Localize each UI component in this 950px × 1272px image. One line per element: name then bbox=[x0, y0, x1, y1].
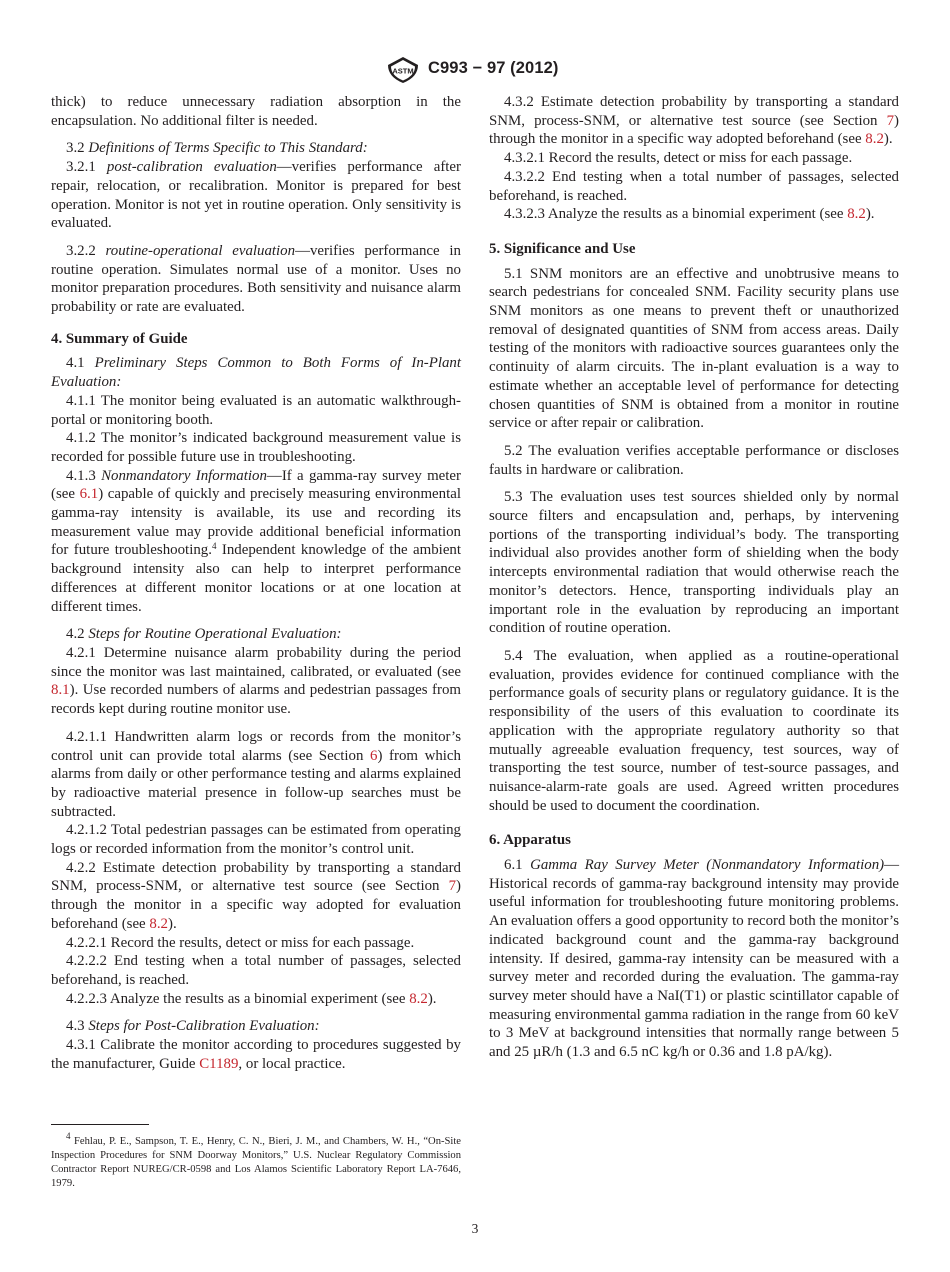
reference-link[interactable]: 8.2 bbox=[409, 990, 428, 1007]
section-3-2: 3.2 Definitions of Terms Specific to This Standard: bbox=[66, 140, 368, 157]
reference-link[interactable]: 8.1 bbox=[51, 682, 70, 699]
section-heading-5: 5. Significance and Use bbox=[489, 240, 636, 257]
footnote: $^4$ Fehlau, P. E., Sampson, T. E., Henry, C. N., Bieri, J. M., and Chambers, W. H., “On-Site Inspection Procedures for SNM Doorway Monitors,” U.S. Nuclear Regulatory Commission Contractor Report NUREG/CR-0598 and Los Alamos Scientific Laboratory Report LA-7646, 1979. bbox=[51, 1131, 461, 1189]
paragraph-5-4: 5.4 The evaluation, when applied as a routine-operational evaluation, provides evidence for continued compliance with the performance goals of security plans or regulatory guidance. It is the responsibility of the users of this evaluation to coordinate its application with the appropriate regulatory authority so that mutually agreeable evaluation frequency, test sources, way of transporting the test source, number of test-source passages, and nuisance-alarm-rate goals are used. Agreed written procedures should be used to document the coordination. bbox=[489, 647, 899, 814]
reference-link[interactable]: 7 bbox=[886, 112, 895, 129]
reference-link[interactable]: 6.1 bbox=[79, 486, 99, 503]
paragraph-4-2-2: 4.2.2 Estimate detection probability by transporting a standard SNM, process-SNM, or alternative test source (see Section 7) through the monitor in a specific way adopted for evaluation beforehand (see 8.2). bbox=[51, 859, 461, 932]
left-column bbox=[51, 93, 461, 1073]
reference-link[interactable]: 7 bbox=[448, 878, 457, 895]
section-4-3: 4.3 Steps for Post-Calibration Evaluation: bbox=[66, 1018, 320, 1035]
right-column bbox=[489, 93, 899, 1062]
footnote-divider bbox=[51, 1124, 149, 1125]
reference-link[interactable]: 8.2 bbox=[149, 915, 169, 932]
paragraph-6-1: 6.1 Gamma Ray Survey Meter (Nonmandatory Information)—Historical records of gamma-ray background intensity may provide useful information for troubleshooting future monitoring problems. An evaluation offers a good opportunity to record both the monitor’s indicated background count and the gamma-ray background intensity. If desired, gamma-ray intensity can be measured with a survey meter and recorded during the evaluation. The gamma-ray survey meter should have a NaI(T1) or plastic scintillator capable of measuring environmental gamma radiation in the range from 60 keV to 3 MeV at background intensities that normally range between 5 and 25 µR/h (1.3 and 6.5 nC kg/h or 0.36 and 1.8 pA/kg). bbox=[489, 857, 899, 1061]
footnote-marker: 4 bbox=[211, 541, 217, 552]
section-heading-6: 6. Apparatus bbox=[489, 832, 571, 849]
paragraph-4-2-2-1: 4.2.2.1 Record the results, detect or miss for each passage. bbox=[66, 934, 415, 951]
reference-link[interactable]: 6 bbox=[370, 747, 378, 764]
paragraph-4-2-1-1: 4.2.1.1 Handwritten alarm logs or records from the monitor’s control unit can provide total alarms (see Section 6) from which alarms from daily or other performance testing and alarms explained by radioactive material presence in follow-up searches must be subtracted. bbox=[51, 728, 461, 820]
definition-3-2-1: 3.2.1 post-calibration evaluation—verifies performance after repair, relocation, or recalibration. Monitor is prepared for best operation. Monitor is not yet in routine operation. Only sensitivity is evaluated. bbox=[51, 159, 461, 232]
paragraph-4-1-2: 4.1.2 The monitor’s indicated background measurement value is recorded for possible future use in troubleshooting. bbox=[51, 430, 461, 465]
reference-link[interactable]: 8.2 bbox=[847, 206, 866, 223]
paragraph-4-3-2: 4.3.2 Estimate detection probability by transporting a standard SNM, process-SNM, or alternative test source (see Section 7) through the monitor in a specific way adopted beforehand (see 8.2). bbox=[489, 94, 899, 148]
definition-3-2-2: 3.2.2 routine-operational evaluation—verifies performance in routine operation. Simulates normal use of a monitor. Uses no monitor preparation procedures. Both sensitivity and nuisance alarm probability or rate are evaluated. bbox=[51, 242, 461, 316]
paragraph-4-2-1-2: 4.2.1.2 Total pedestrian passages can be estimated from operating logs or recorded information from the monitor’s control unit. bbox=[51, 822, 461, 858]
section-4-1: 4.1 Preliminary Steps Common to Both Forms of In-Plant Evaluation: bbox=[51, 355, 461, 391]
paragraph-4-1-1: 4.1.1 The monitor being evaluated is an automatic walkthrough-portal or monitoring booth. bbox=[51, 392, 461, 428]
page-number: 3 bbox=[471, 1221, 479, 1236]
page-header bbox=[0, 56, 950, 84]
paragraph-5-3: 5.3 The evaluation uses test sources shielded only by normal source filters and encapsulation and, perhaps, by intervening portions of the transporting individual’s body. The transporting individual also provides another form of shielding when the body intercepts environmental radiation that would otherwise reach the monitor’s detectors. Hence, transporting individuals play an important role in the evaluation by reproducing an important condition of routine operation. bbox=[489, 489, 899, 637]
paragraph-5-1: 5.1 SNM monitors are an effective and unobtrusive means to search pedestrians for concealed SNM. Facility security plans use SNM monitors as one means to prevent theft or unauthorized removal of designated quantities of SNM from access areas. Daily testing of the monitors with radioactive sources guarantees only the continuity of alarm circuits. The in-plant evaluation is a way to estimate whether an acceptable level of performance for detecting chosen quantities of SNM is obtained from a monitor in routine service or after repair or calibration. bbox=[489, 265, 899, 432]
paragraph-4-3-2-3: 4.3.2.3 Analyze the results as a binomial experiment (see 8.2). bbox=[504, 206, 875, 223]
paragraph-4-2-1: 4.2.1 Determine nuisance alarm probability during the period since the monitor was last maintained, calibrated, or evaluated (see 8.1). Use recorded numbers of alarms and pedestrian passages from records kept during routine monitor use. bbox=[51, 644, 461, 718]
paragraph-4-3-1: 4.3.1 Calibrate the monitor according to procedures suggested by the manufacturer, Guide C1189, or local practice. bbox=[51, 1037, 461, 1072]
paragraph-4-1-3: 4.1.3 Nonmandatory Information—If a gamma-ray survey meter (see 6.1) capable of quickly and precisely measuring environmental gamma-ray intensity is available, its use and recording its measurement value may provide additional beneficial information for future troubleshooting.$^4$ Independent knowledge of the ambient background intensity also can help to interpret performance differences at different monitor locations or at one location at different times. bbox=[51, 467, 462, 615]
paragraph-4-3-2-2: 4.3.2.2 End testing when a total number of passages, selected beforehand, is reached. bbox=[489, 168, 899, 204]
section-heading-4: 4. Summary of Guide bbox=[51, 330, 188, 347]
svg-text:ASTM: ASTM bbox=[392, 66, 414, 76]
paragraph-5-2: 5.2 The evaluation verifies acceptable performance or discloses faults in hardware or calibration. bbox=[489, 442, 899, 478]
astm-logo-icon bbox=[385, 56, 421, 84]
paragraph-4-2-2-2: 4.2.2.2 End testing when a total number of passages, selected beforehand, is reached. bbox=[51, 953, 461, 988]
paragraph: thick) to reduce unnecessary radiation absorption in the encapsulation. No additional filter is needed. bbox=[51, 94, 461, 129]
reference-link[interactable]: 8.2 bbox=[865, 131, 884, 148]
paragraph-4-3-2-1: 4.3.2.1 Record the results, detect or miss for each passage. bbox=[504, 150, 853, 167]
footnote-area bbox=[51, 1124, 461, 1191]
document-id: C993 − 97 (2012) bbox=[428, 59, 559, 77]
paragraph-4-2-2-3: 4.2.2.3 Analyze the results as a binomial experiment (see 8.2). bbox=[66, 990, 437, 1007]
reference-link[interactable]: C1189 bbox=[199, 1055, 239, 1072]
section-4-2: 4.2 Steps for Routine Operational Evaluation: bbox=[66, 626, 342, 643]
